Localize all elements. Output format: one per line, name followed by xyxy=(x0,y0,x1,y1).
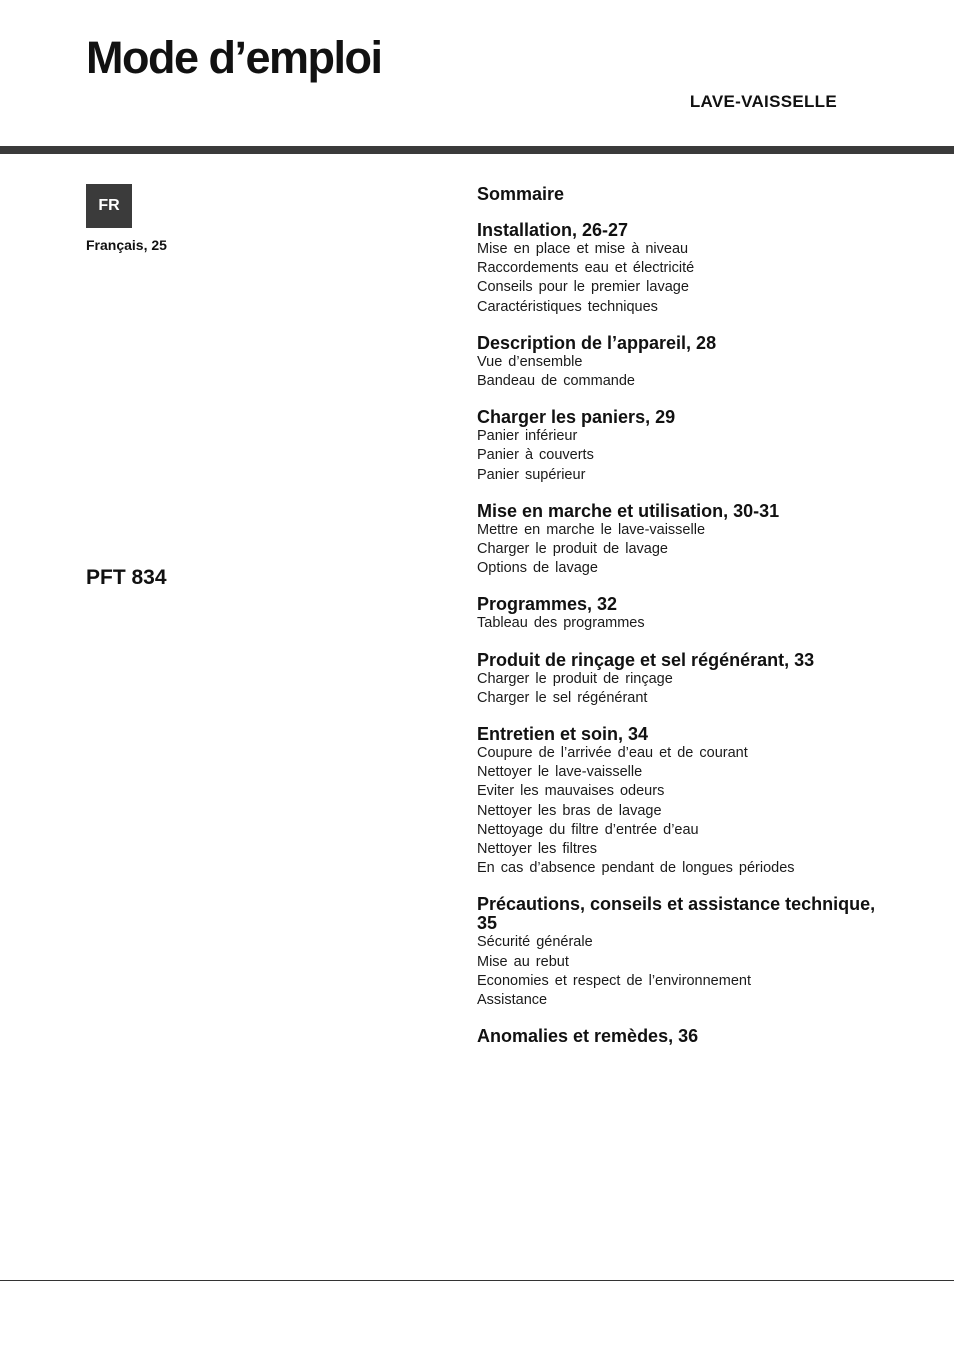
toc-item: Caractéristiques techniques xyxy=(477,298,658,315)
toc-item: Mettre en marche le lave-vaisselle xyxy=(477,521,706,538)
toc-section-title: Description de l’appareil, 28 xyxy=(477,332,717,353)
toc-item: Raccordements eau et électricité xyxy=(477,260,695,277)
product-category: LAVE-VAISSELLE xyxy=(689,92,837,111)
toc-item: Tableau des programmes xyxy=(477,615,645,632)
toc-section xyxy=(477,651,877,708)
toc-item: Nettoyer le lave-vaisselle xyxy=(477,764,643,781)
table-of-contents xyxy=(477,183,877,1063)
language-entry: Français, 25 xyxy=(86,237,167,253)
toc-section xyxy=(477,895,877,1010)
toc-section-title: Charger les paniers, 29 xyxy=(477,407,676,428)
toc-section-title: Anomalies et remèdes, 36 xyxy=(477,1026,699,1047)
header-divider xyxy=(0,146,954,154)
toc-item: Nettoyage du filtre d’entrée d’eau xyxy=(477,821,699,838)
toc-item: Mise en place et mise à niveau xyxy=(477,241,689,257)
footer-divider xyxy=(0,1280,954,1281)
language-badge: FR xyxy=(86,184,132,228)
toc-section xyxy=(477,408,877,485)
toc-item: Coupure de l’arrivée d’eau et de courant xyxy=(477,745,748,762)
toc-heading: Sommaire xyxy=(477,184,565,204)
model-number: PFT 834 xyxy=(86,566,167,589)
toc-sections xyxy=(477,221,877,1046)
toc-item: Charger le sel régénérant xyxy=(477,689,648,706)
toc-item: Economies et respect de l’environnement xyxy=(477,972,751,989)
toc-item: Charger le produit de rinçage xyxy=(477,670,673,687)
toc-item: Eviter les mauvaises odeurs xyxy=(477,783,665,800)
toc-section-title: Précautions, conseils et assistance technique, 35 xyxy=(477,894,876,934)
toc-section-title: Produit de rinçage et sel régénérant, 33 xyxy=(477,649,815,670)
toc-section xyxy=(477,1027,877,1046)
toc-item: Options de lavage xyxy=(477,560,598,577)
toc-section-title: Programmes, 32 xyxy=(477,594,618,615)
toc-item: Panier à couverts xyxy=(477,447,594,464)
toc-section xyxy=(477,595,877,633)
toc-item: Vue d’ensemble xyxy=(477,353,583,370)
toc-item: En cas d’absence pendant de longues périodes xyxy=(477,860,795,877)
toc-item: Sécurité générale xyxy=(477,934,593,951)
toc-section xyxy=(477,334,877,391)
toc-item: Bandeau de commande xyxy=(477,373,635,390)
toc-section xyxy=(477,502,877,579)
toc-item: Panier inférieur xyxy=(477,428,578,445)
toc-item: Nettoyer les filtres xyxy=(477,841,598,858)
toc-section-title: Installation, 26-27 xyxy=(477,220,629,240)
toc-item: Assistance xyxy=(477,992,548,1009)
toc-section-title: Entretien et soin, 34 xyxy=(477,724,649,745)
toc-item: Mise au rebut xyxy=(477,953,569,970)
page-title: Mode d’emploi xyxy=(86,32,382,83)
toc-item: Charger le produit de lavage xyxy=(477,541,668,558)
toc-section-title: Mise en marche et utilisation, 30-31 xyxy=(477,500,780,521)
toc-item: Panier supérieur xyxy=(477,466,586,483)
toc-section xyxy=(477,725,877,878)
toc-item: Conseils pour le premier lavage xyxy=(477,279,689,296)
toc-section xyxy=(477,221,877,317)
toc-item: Nettoyer les bras de lavage xyxy=(477,802,662,819)
